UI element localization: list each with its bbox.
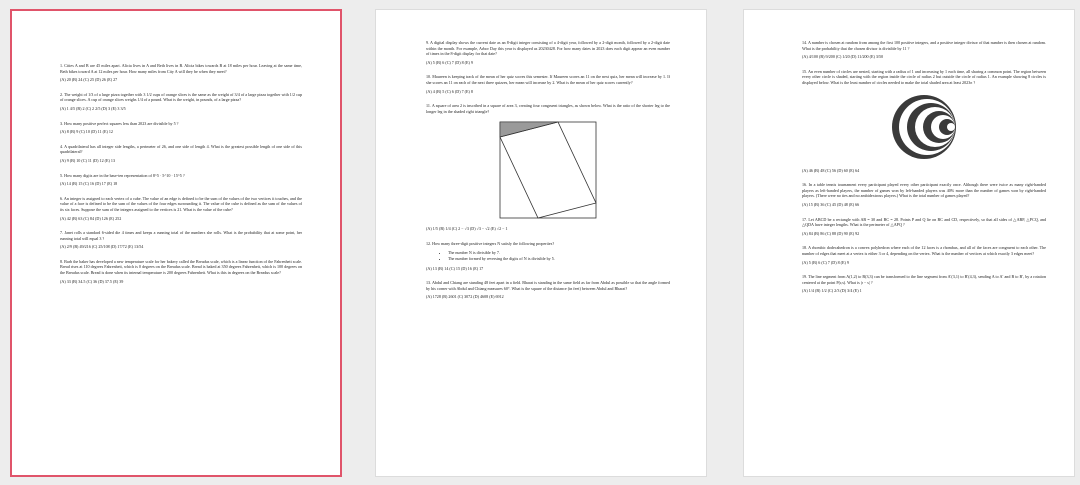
page-content [60, 63, 302, 293]
answer-choices: (A) 15 (B) 36 (C) 45 (D) 48 (E) 66 [802, 201, 860, 207]
question-text: 13. Abdul and Chiang are standing 48 feet apart in a field. Bharat is standing in the same field as far from Abdul as possible so that the angle formed by his corner with Abdul and Chiang measures 60°. What is the square of the distance (in feet) between Abdul and Bharat? [426, 280, 670, 291]
question-text: 6. An integer is assigned to each vertex of a cube. The value of an edge is defined to be the sum of the values of the two vertices it touches, and the value of a face is defined to be the sum of the values of the four edges surrounding it. The value of the cube is defined as the sum of the values of its six faces. Suppose the sum of the integers assigned to the vertices is 21. What is the value of the cube? [60, 195, 302, 212]
question-text: 5. How many digits are in the base-ten representation of 8^5 · 5^10 · 15^5 ? [60, 172, 185, 178]
property-list [448, 250, 670, 263]
answer-choices: (A) 2/9 (B) 49/216 (C) 25/108 (D) 17/72 (E) 13/54 [60, 244, 144, 250]
answer-choices: (A) 1/4 (B) 1/2 (C) 2/3 (D) 3/4 (E) 1 [802, 288, 862, 294]
question [426, 280, 670, 300]
answer-choices: (A) 9 (B) 10 (C) 11 (D) 12 (E) 13 [60, 157, 115, 163]
question-text: 2. The weight of 1/3 of a large pizza together with 3 1/2 cups of orange slices is the same as the weight of 3/4 of a large pizza together with 1/2 cup of orange slices. A cup of orange slices weighs 1/4 of a pound. What is the weight, in pounds, of a large pizza? [60, 91, 302, 103]
answer-choices: (A) 42 (B) 63 (C) 84 (D) 126 (E) 252 [60, 215, 122, 221]
question-text: 10. Maureen is keeping track of the mean of her quiz scores this semester. If Maureen scores an 11 on the next quiz, her mean will increase by 1. If she scores an 11 on each of the next three quizzes, her mean will increase by 2. What is the mean of her quiz scores currently? [426, 74, 670, 85]
nested-circles-figure [889, 92, 959, 162]
answer-choices: (A) 4 (B) 5 (C) 6 (D) 7 (E) 8 [426, 88, 473, 94]
answer-choices: (A) 5 (B) 6 (C) 7 (D) 8 (E) 9 [426, 59, 473, 65]
question [60, 121, 302, 135]
question-text: 17. Let ABCD be a rectangle with AB = 30 and BC = 28. Points P and Q lie on BC and CD, respectively, so that all sides of △ABP, △PCQ, and △QDA have integer lengths. What is the perimeter of △APQ ? [802, 216, 1046, 228]
question-text: 8. Barb the baker has developed a new temperature scale for her bakery called the Breadus scale, which is a linear function of the Fahrenheit scale. Bread rises at 110 degrees Fahrenheit, which is 0 degrees on the Breadus scale. Bread is baked at 350 degrees Fahrenheit, which is 100 degrees on the Breadus scale. Bread is done when its internal temperature is 200 degrees Fahrenheit. What is this in degrees on the Breadus scale? [60, 258, 302, 276]
answer-choices: (A) 8 (B) 9 (C) 10 (D) 11 (E) 12 [60, 129, 113, 135]
answer-choices: (A) 1 4/5 (B) 2 (C) 2 2/5 (D) 3 (E) 3 3/5 [60, 105, 126, 111]
question [60, 259, 302, 284]
question-text: 18. A rhombic dodecahedron is a convex polyhedron where each of the 12 faces is a rhombus, and all of the faces are congruent to each other. The number of edges that meet at a vertex is either 3 or 4, depending on the vertex. What is the number of vertices at which exactly 3 edges meet? [802, 245, 1046, 256]
question-text: 19. The line segment from A(1,2) to B(3,3) can be transformed to the line segment from A′(3,1) to B′(4,3), sending A to A′ and B to B′, by a rotation centered at the point P(r,s). What is |r − s| ? [802, 274, 1046, 285]
question [802, 40, 1046, 60]
question [60, 63, 302, 83]
answer-choices: (A) 1728 (B) 2601 (C) 3072 (D) 4608 (E) 6912 [426, 294, 504, 300]
answer-choices: (A) 33 (B) 34.5 (C) 36 (D) 37.5 (E) 39 [60, 278, 124, 284]
property-item: • The number N is divisible by 7. [448, 250, 670, 257]
question [426, 103, 670, 232]
page-content [426, 40, 670, 309]
question-text: 11. A square of area 2 is inscribed in a square of area 3, creating four congruent triangles, as shown below. What is the ratio of the shorter leg to the longer leg in the shaded right triangle? [426, 103, 670, 114]
question [60, 196, 302, 221]
question [802, 69, 1046, 173]
question [60, 92, 302, 112]
question [802, 182, 1046, 207]
answer-choices: (A) 1/5 (B) 1/4 (C) 2 − √3 (D) √3 − √2 (E) √2 − 1 [426, 226, 508, 232]
question [60, 144, 302, 164]
page-thumbnail-2[interactable] [375, 9, 707, 477]
question-text: 4. A quadrilateral has all integer side lengths, a perimeter of 26, and one side of length 4. What is the greatest possible length of one side of this quadrilateral? [60, 143, 302, 155]
question [802, 217, 1046, 237]
page-content [802, 40, 1046, 303]
question [426, 74, 670, 94]
question [60, 230, 302, 250]
answer-choices: (A) 14 (B) 15 (C) 16 (D) 17 (E) 18 [60, 181, 118, 187]
page-thumbnail-3[interactable] [743, 9, 1075, 477]
inscribed-square-figure [498, 120, 598, 220]
question [426, 40, 670, 65]
question-text: 12. How many three-digit positive integers N satisfy the following properties? [426, 240, 555, 246]
answer-choices: (A) 13 (B) 14 (C) 15 (D) 16 (E) 17 [426, 265, 484, 271]
answer-choices: (A) 20 (B) 24 (C) 25 (D) 26 (E) 27 [60, 77, 118, 83]
answer-choices: (A) 5 (B) 6 (C) 7 (D) 8 (E) 9 [802, 259, 849, 265]
question [802, 274, 1046, 294]
property-item: • The number formed by reversing the digits of N is divisible by 5. [448, 256, 670, 263]
answer-choices: (A) 46 (B) 48 (C) 56 (D) 60 (E) 64 [802, 167, 860, 173]
question-text: 15. An even number of circles are nested, starting with a radius of 1 and increasing by 1 each time, all sharing a common point. The region between every other circle is shaded, starting with the region inside the circle of radius 2 but outside the circle of radius 1. An example showing 8 circles is displayed below. What is the least number of circles needed to make the total shaded area at least 2023π ? [802, 68, 1046, 85]
answer-choices: (A) 84 (B) 86 (C) 88 (D) 90 (E) 92 [802, 230, 860, 236]
question [60, 173, 302, 187]
answer-choices: (A) 4/100 (B) 9/200 (C) 1/20 (D) 11/200 (E) 3/50 [802, 54, 884, 60]
page-thumbnail-1[interactable] [10, 9, 342, 477]
outer-square [500, 122, 596, 218]
question-text: 1. Cities A and B are 45 miles apart. Alicia lives in A and Beth lives in B. Alicia bikes towards B at 18 miles per hour. Leaving at the same time, Beth bikes toward A at 12 miles per hour. How many miles from City A will they be when they meet? [60, 63, 302, 74]
question-text: 7. Janet rolls a standard 6-sided die 4 times and keeps a running total of the numbers she rolls. What is the probability that at some point, her running total will equal 3 ? [60, 230, 302, 241]
question-text: 16. In a table tennis tournament every participant played every other participant exactly once. Although there were twice as many right-handed players as left-handed players, the number of games won by left-handed players was 40% more than the number of games won by right-handed players. (There were no ties and no ambidextrous players.) What is the total number of games played? [802, 182, 1046, 199]
question-text: 3. How many positive perfect squares less than 2023 are divisible by 5 ? [60, 120, 179, 126]
question-text: 14. A number is chosen at random from among the first 100 positive integers, and a positive integer divisor of that number is then chosen at random. What is the probability that the chosen divisor is divisible by 11 ? [802, 40, 1046, 51]
question [426, 241, 670, 271]
circle-1 [947, 123, 955, 131]
question-text: 9. A digital display shows the current date as an 8-digit integer consisting of a 4-digit year, followed by a 2-digit month, followed by a 2-digit date within the month. For example, Arbor Day this year is displayed as 20230428. For how many dates in 2023 does each digit appear an even number of times in the 8-digit display for that date? [426, 40, 670, 57]
question [802, 245, 1046, 265]
